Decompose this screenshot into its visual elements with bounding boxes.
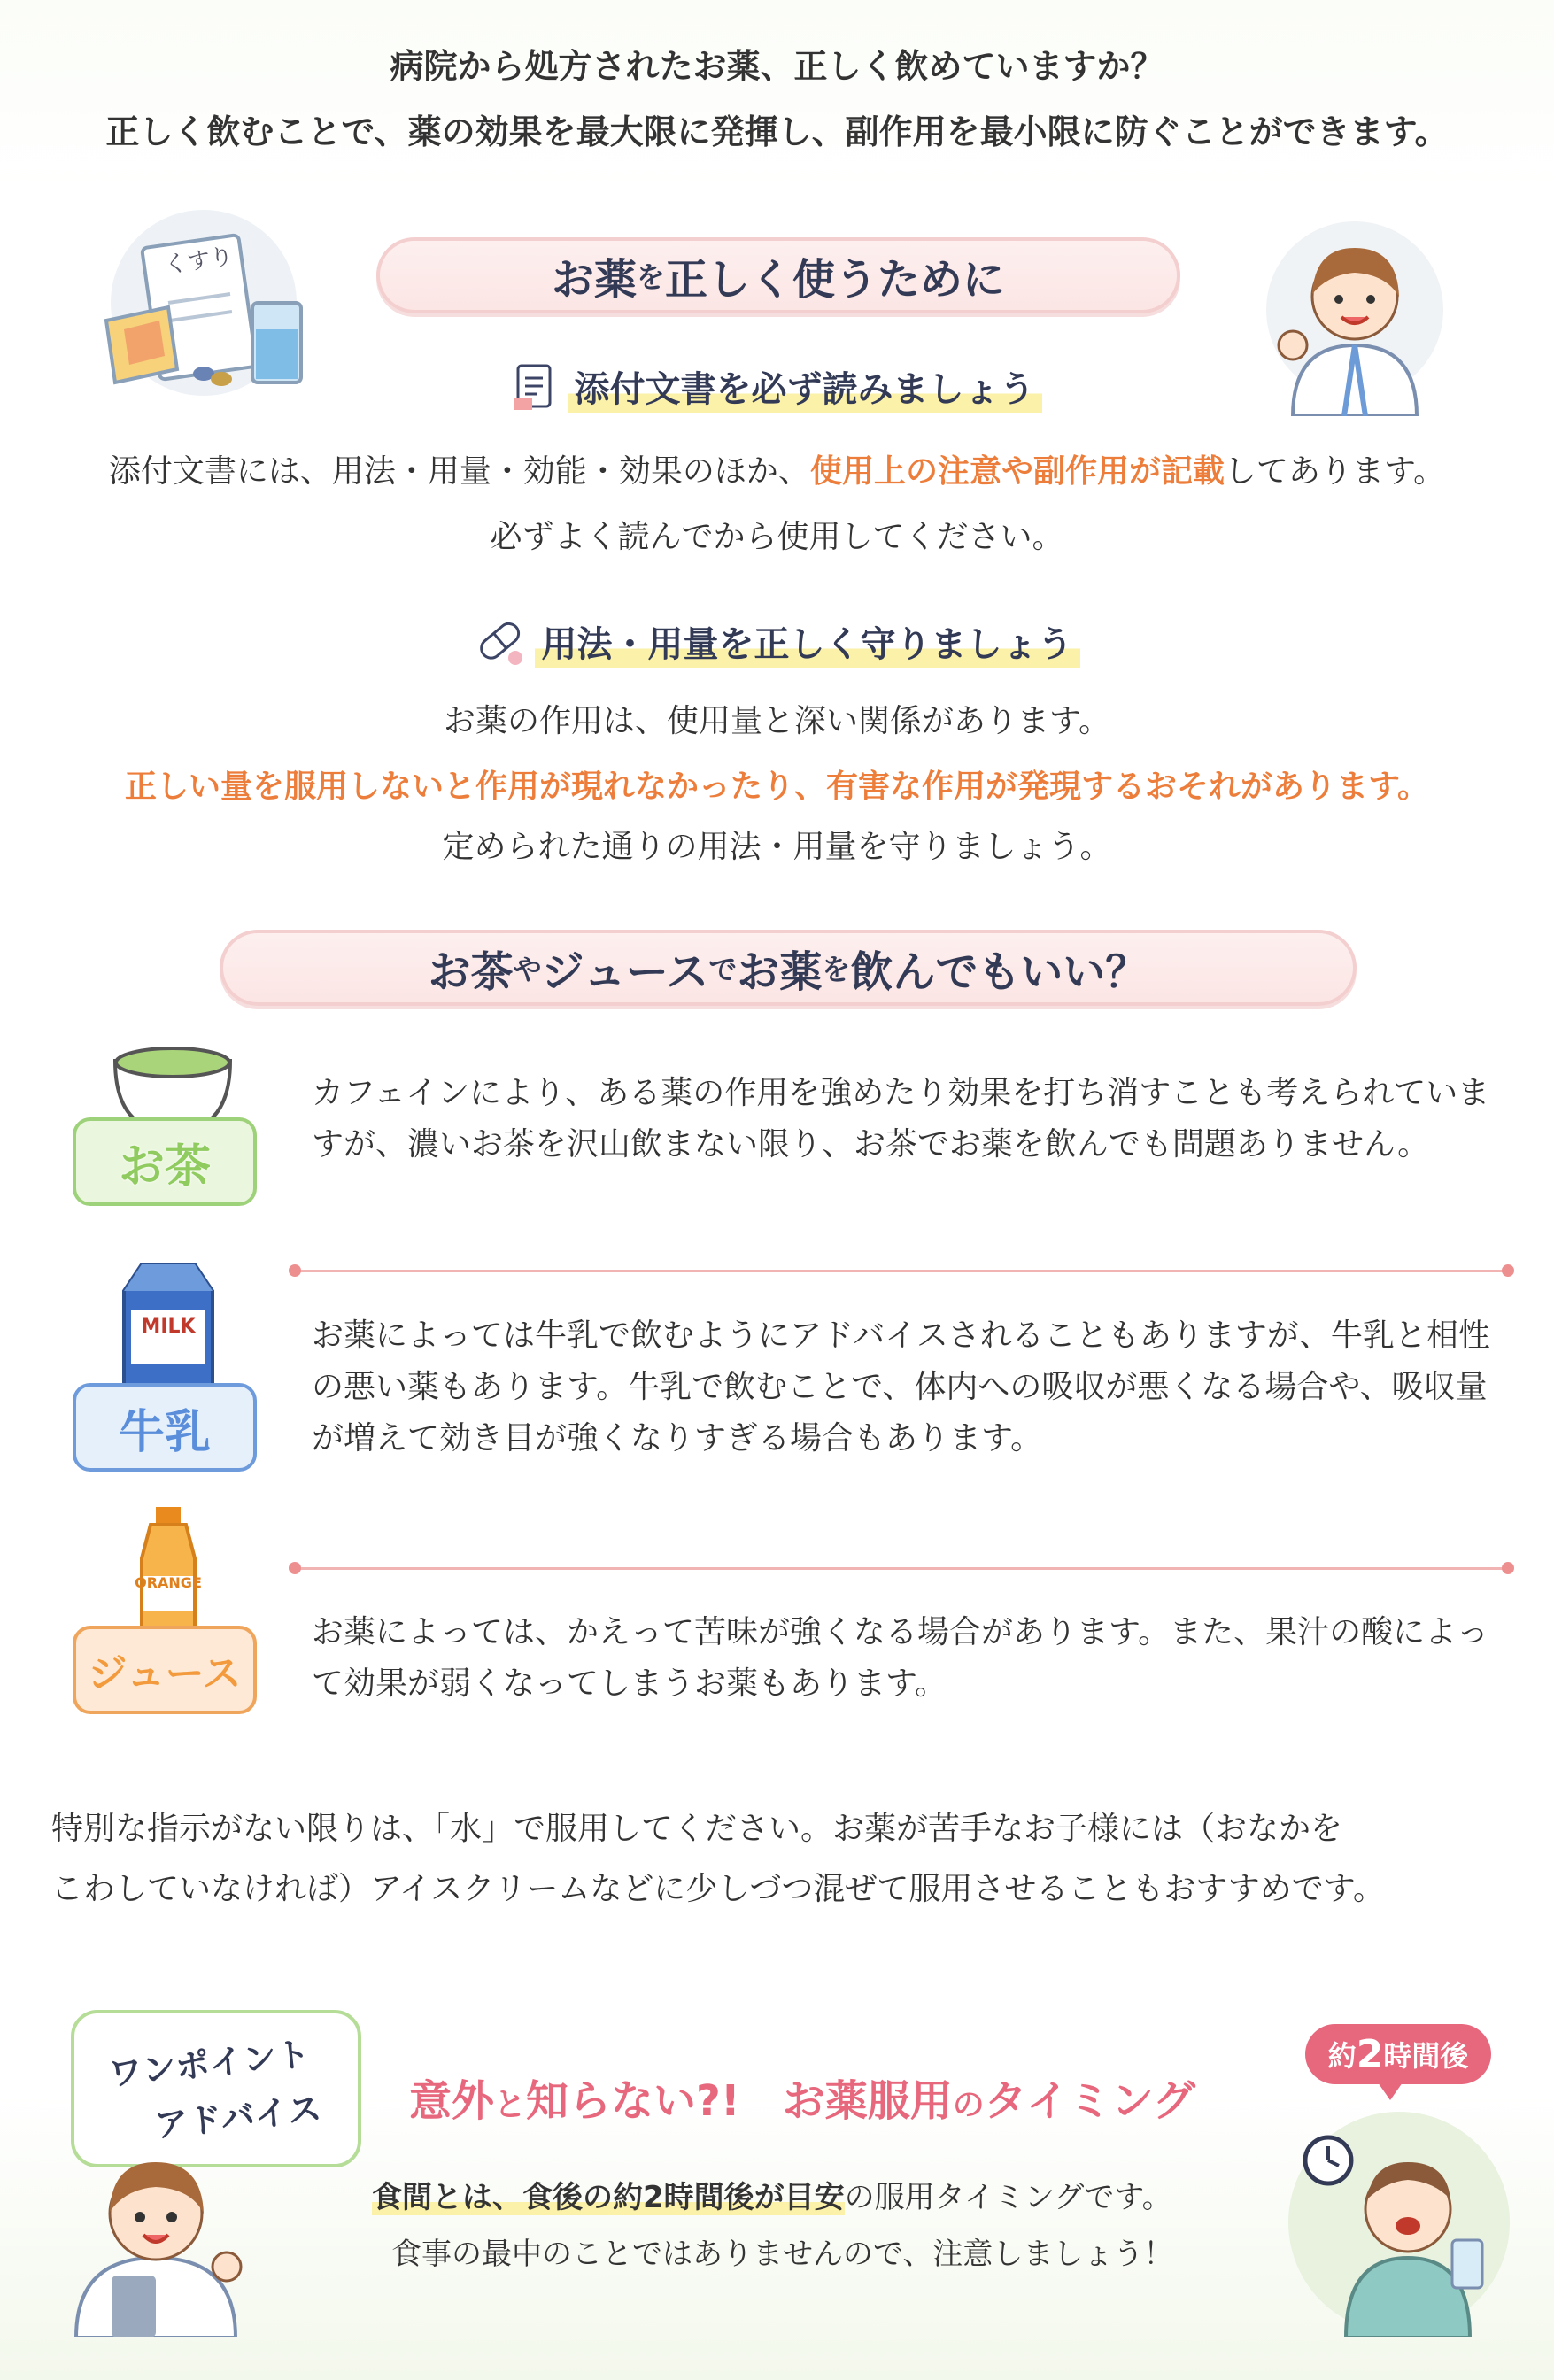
tag-juice: ジュース (73, 1626, 257, 1714)
dosage-text-line-2: 正しい量を服用しないと作用が現れなかったり、有害な作用が発現するおそれがあります。 (124, 769, 1430, 805)
advice-badge-line-1: ワンポイント (106, 2034, 313, 2094)
section-title-beverages (220, 930, 1357, 1006)
bubble-b: 2 (1356, 2031, 1384, 2077)
section-title-proper-use (376, 237, 1180, 313)
dosage-text-line-3: 定められた通りの用法・用量を守りましょう。 (442, 829, 1112, 865)
tag-milk: 牛乳 (73, 1383, 257, 1472)
tag-tea: お茶 (73, 1117, 257, 1206)
advice-line-1 (372, 2173, 1257, 2216)
section-title-bev-d: で (708, 953, 738, 986)
tea-text: カフェインにより、ある薬の作用を強めたり効果を打ち消すことも考えられていますが、濃いお茶を沢山飲まない限り、お茶でお薬を飲んでも問題ありません。 (312, 1075, 1490, 1163)
bubble-a: 約 (1327, 2039, 1357, 2073)
section-title-bev-c: ジュース (541, 947, 709, 997)
advice-title-e: タイミング (984, 2076, 1195, 2126)
section-title-bev-e: お薬 (737, 947, 823, 997)
section-title-proper-use-c: 正しく使うために (665, 254, 1006, 305)
two-hours-later-bubble (1305, 2024, 1491, 2084)
medicine-paper-label: くすり (162, 243, 236, 280)
section-title-bev-g: 飲んでもいい？ (850, 947, 1148, 997)
juice-text: お薬によっては、かえって苦味が強くなる場合があります。また、果汁の酸によって効果が弱くなってしまうお薬もあります。 (312, 1614, 1489, 1702)
bubble-c: 時間後 (1383, 2039, 1469, 2073)
section-title-proper-use-a: お薬 (551, 254, 637, 305)
subheading-dosage-text: 用法・用量を正しく守りましょう (535, 616, 1080, 668)
advice-title (409, 2067, 1241, 2128)
section-title-bev-b: や (513, 953, 542, 986)
section-title-bev-f: を (822, 953, 851, 986)
leaflet-text-b: してあります。 (1224, 453, 1446, 490)
advice-title-d: の (952, 2087, 985, 2123)
subheading-dosage (0, 614, 1554, 669)
advice-line-1-highlight: 食間とは、食後の約2時間後が目安 (372, 2180, 845, 2215)
advice-line-2: 食事の最中のことではありませんので、注意しましょう！ (391, 2237, 1174, 2272)
advice-badge-line-2: アドバイス (152, 2089, 324, 2145)
leaflet-text-line-1 (0, 446, 1554, 491)
intro-line-2: 正しく飲むことで、薬の効果を最大限に発揮し、副作用を最小限に防ぐことができます。 (105, 112, 1449, 151)
intro-line-1: 病院から処方されたお薬、正しく飲めていますか？ (390, 47, 1164, 86)
subheading-read-leaflet (0, 359, 1554, 414)
leaflet-text-highlight: 使用上の注意や副作用が記載 (809, 453, 1225, 490)
divider-2 (294, 1567, 1509, 1570)
water-note-line-2: こわしていなければ）アイスクリームなどに少しづつ混ぜて服用させることもおすすめです。 (51, 1871, 1385, 1907)
orange-bottle-label: ORANGE (135, 1574, 202, 1591)
person-taking-medicine-illustration (1275, 2107, 1514, 2338)
section-title-proper-use-b: を (636, 260, 665, 294)
advice-line-1-rest: の服用タイミングです。 (844, 2180, 1172, 2215)
subheading-read-leaflet-text: 添付文書を必ず読みましょう (568, 361, 1042, 413)
advice-title-c: 知らない?! お薬服用 (526, 2076, 953, 2126)
milk-carton-label: MILK (141, 1316, 196, 1338)
advice-title-a: 意外 (409, 2076, 495, 2126)
section-title-bev-a: お茶 (428, 947, 514, 997)
leaflet-text-a: 添付文書には、用法・用量・効能・効果のほか、 (108, 453, 810, 490)
document-icon (513, 362, 559, 412)
divider-1 (294, 1270, 1509, 1272)
water-note-line-1: 特別な指示がない限りは、「水」で服用してください。お薬が苦手なお子様には（おなかを (51, 1811, 1343, 1847)
leaflet-text-line-2: 必ずよく読んでから使用してください。 (490, 519, 1064, 555)
advice-title-b: と (494, 2087, 527, 2123)
dosage-text-line-1: お薬の作用は、使用量と深い関係があります。 (443, 703, 1111, 739)
bubble-tail (1378, 2082, 1403, 2100)
capsule-icon (475, 617, 526, 667)
milk-text: お薬によっては牛乳で飲むようにアドバイスされることもありますが、牛乳と相性の悪い薬もあります。牛乳で飲むことで、体内への吸収が悪くなる場合や、吸収量が増えて効き目が強くなりすぎる場合もあります。 (312, 1318, 1490, 1457)
pharmacist-advice-illustration (58, 2143, 253, 2338)
